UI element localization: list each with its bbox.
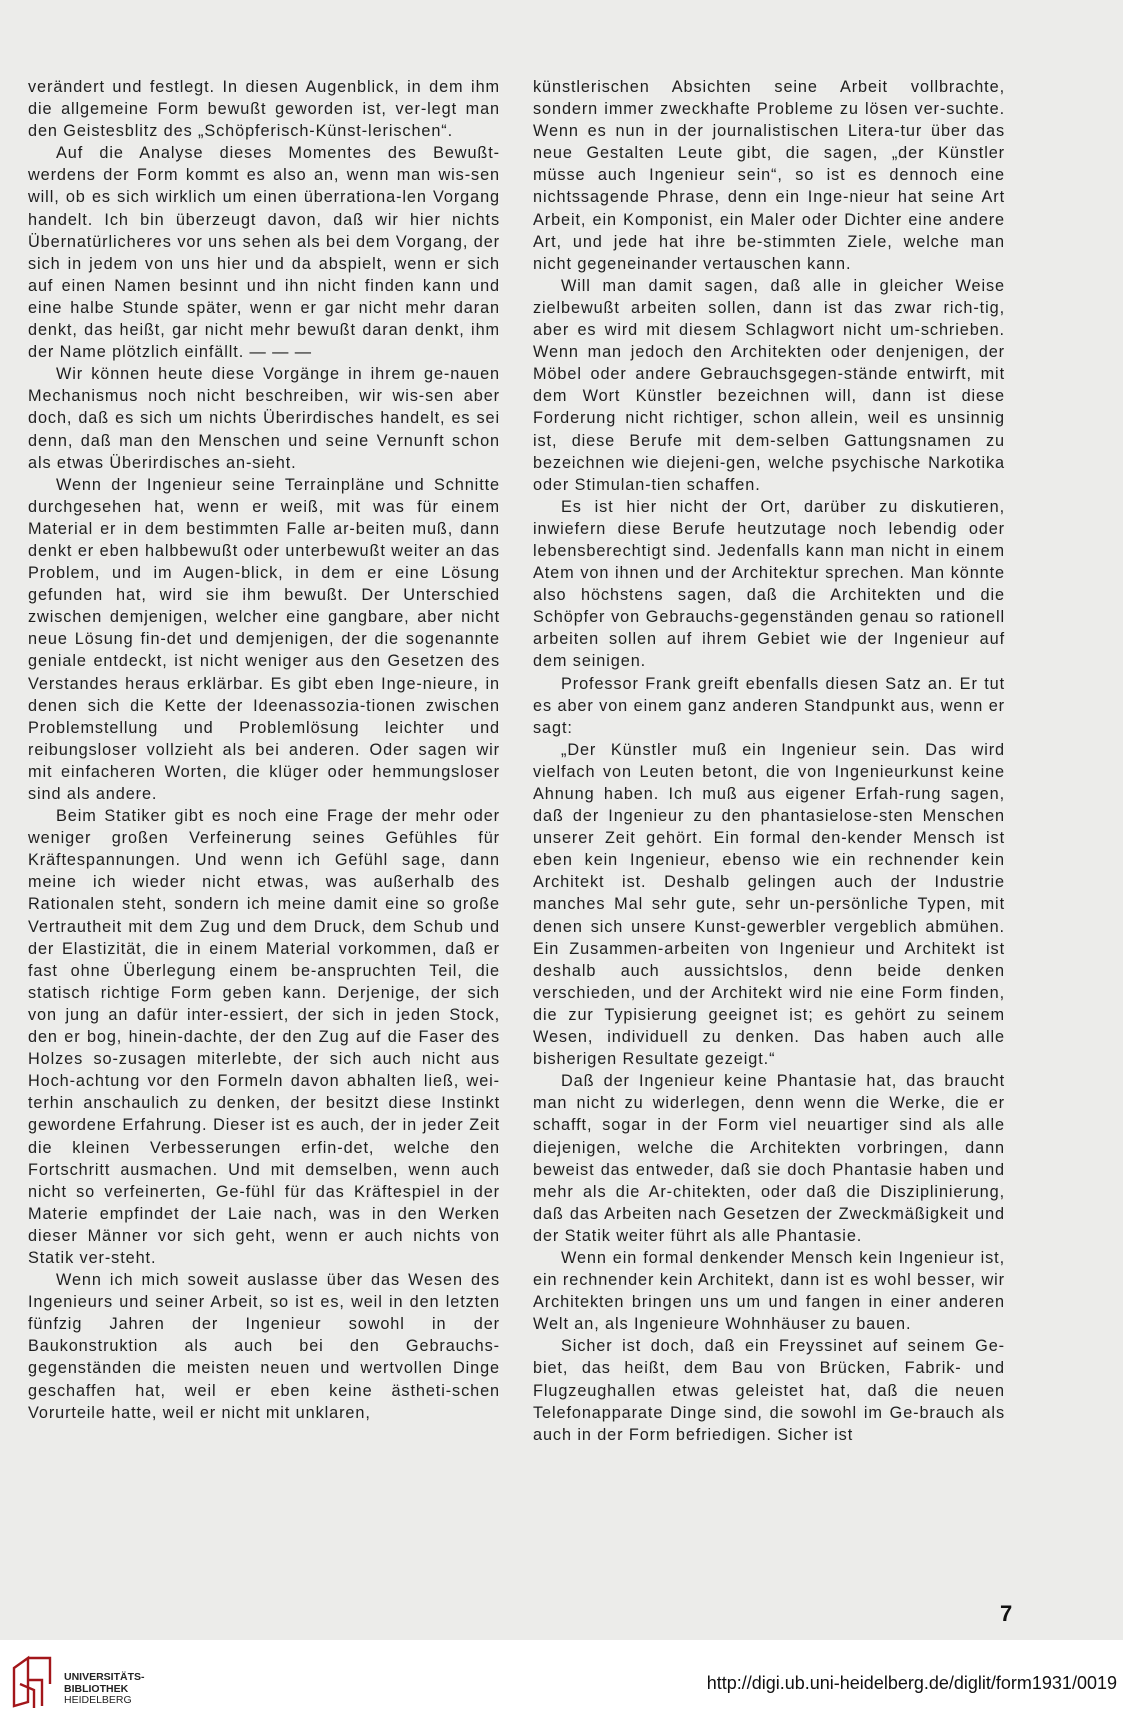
permalink-url[interactable]: http://digi.ub.uni-heidelberg.de/diglit/form1931/0019 — [706, 1673, 1117, 1693]
paragraph: Will man damit sagen, daß alle in gleicher Weise zielbewußt arbeiten sollen, dann ist das zwar rich-tig, aber es wird mit diesem Schlagwort nicht um-schrieben. Wenn man jedoch den Architekten oder denjenigen, der Möbel oder andere Gebrauchsgegen-stände entwirft, mit dem Wort Künstler bezeichnen will, dann ist diese Forderung nicht richtiger, schon allein, weil es unsinnig ist, diese Berufe mit dem-selben Gattungsnamen zu bezeichnen wie diejeni-gen, welche psychische Narkotika oder Stimulan-tien schaffen. — [533, 276, 1005, 494]
library-name-line2: BIBLIOTHEK — [64, 1682, 129, 1695]
library-footer — [0, 1640, 1123, 1730]
library-name-line3: HEIDELBERG — [64, 1694, 132, 1706]
paragraph: Wenn der Ingenieur seine Terrainpläne und Schnitte durchgesehen hat, wenn er weiß, mit was für einem Material er in dem bestimmten Falle ar-beiten muß, dann denkt er eben halbbewußt oder unterbewußt weiter an das Problem, und im Augen-blick, in dem er eine Lösung gefunden hat, wird sie ihm bewußt. Der Unterschied zwischen demjenigen, welcher eine gangbare, aber nicht neue Lösung fin-det und demjenigen, der die sogenannte geniale entdeckt, ist nicht weniger aus den Gesetzen des Verstandes heraus erklärbar. Es gibt eben Inge-nieure, in denen sich die Kette der Ideenassozia-tionen zwischen Problemstellung und Problemlösung leichter und reibungsloser vollzieht als bei anderen. Oder sagen wir mit einfacheren Worten, die klüger oder hemmungsloser sind als andere. — [28, 475, 500, 803]
page-number: 7 — [1000, 1601, 1013, 1626]
paragraph: „Der Künstler muß ein Ingenieur sein. Das wird vielfach von Leuten betont, die von Ingenieurkunst keine Ahnung haben. Ich muß aus eigener Erfah-rung sagen, daß der Ingenieur zu den phantasielose-sten Menschen unserer Zeit gehört. Ein formal den-kender Mensch ist eben kein Ingenieur, ebenso wie ein rechnender kein Architekt ist. Deshalb gelingen auch der Industrie manches Mal sehr gute, sehr un-persönliche Typen, mit denen sich unsere Kunst-gewerbler vergeblich abmühen. Ein Zusammen-arbeiten von Ingenieur und Architekt ist deshalb auch aussichtslos, denn beide denken verschieden, und der Architekt wird nie eine Form finden, die zur Typisierung geeignet ist; es gehört zu seinem Wesen, individuell zu denken. Das haben auch alle bisherigen Resultate gezeigt.“ — [533, 740, 1005, 1069]
paragraph: verändert und festlegt. In diesen Augenblick, in dem ihm die allgemeine Form bewußt geworden ist, ver-legt man den Geistesblitz des „Schöpferisch-Künst-lerischen“. — [28, 78, 500, 141]
paragraph: künstlerischen Absichten seine Arbeit vollbrachte, sondern immer zweckhafte Probleme zu lösen ver-suchte. Wenn es nun in der journalistischen Litera-tur über das neue Gestalten Leute gibt, die sagen, „der Künstler müsse auch Ingenieur sein“, so ist es dennoch eine nichtssagende Phrase, denn ein Inge-nieur hat seine Art Arbeit, ein Komponist, ein Maler oder Dichter eine andere Art, und jede hat ihre be-stimmten Ziele, welche man nicht gegeneinander vertauschen kann. — [533, 78, 1005, 273]
paragraph: Wenn ich mich soweit auslasse über das Wesen des Ingenieurs und seiner Arbeit, so ist es, weil in den letzten fünfzig Jahren der Ingenieur sowohl in der Baukonstruktion als auch bei den Gebrauchs-gegenständen die meisten neuen und wertvollen Dinge geschaffen hat, weil er eben keine ästheti-schen Vorurteile hatte, weil er nicht mit unklaren, — [28, 1271, 500, 1422]
library-name-line1: UNIVERSITÄTS- — [64, 1671, 145, 1683]
paragraph: Wir können heute diese Vorgänge in ihrem ge-nauen Mechanismus noch nicht beschreiben, wir wis-sen aber doch, daß es sich um nichts Überirdisches handelt, es sei denn, daß man den Menschen und seine Vernunft schon als etwas Überirdisches an-sieht. — [28, 365, 500, 472]
library-logo-icon — [10, 1654, 54, 1710]
paragraph: Professor Frank greift ebenfalls diesen Satz an. Er tut es aber von einem ganz anderen Standpunkt aus, wenn er sagt: — [533, 674, 1005, 737]
text-column-right — [533, 76, 1005, 1446]
library-name — [64, 1672, 145, 1707]
paragraph: Es ist hier nicht der Ort, darüber zu diskutieren, inwiefern diese Berufe heutzutage noch lebendig oder lebensberechtigt sind. Jedenfalls kann man nicht in einem Atem von ihnen und der Architektur sprechen. Man könnte also höchstens sagen, daß die Architekten und die Schöpfer von Gebrauchs-gegenständen genau so rationell arbeiten sollen auf ihrem Gebiet wie der Ingenieur auf dem seinigen. — [533, 497, 1005, 671]
paragraph: Beim Statiker gibt es noch eine Frage der mehr oder weniger großen Verfeinerung seines Gefühles für Kräftespannungen. Und wenn ich Gefühl sage, dann meine ich wieder nicht etwas, was außerhalb des Rationalen steht, sondern ich meine damit eine so große Vertrautheit mit dem Zug und dem Druck, dem Schub und der Elastizität, die in einem Material vorkommen, daß er fast ohne Überlegung einem be-anspruchten Teil, die statisch richtige Form geben kann. Derjenige, der sich von jung an dafür inter-essiert, der sich in jeden Stock, den er bog, hinein-dachte, der den Zug auf die Faser des Holzes so-zusagen miterlebte, der sich auch nicht aus Hoch-achtung vor den Formeln davon abhalten ließ, wei-terhin anschaulich zu denken, der besitzt diese Instinkt gewordene Erfahrung. Dieser ist es auch, der in jeder Zeit die kleinen Verbesserungen erfin-det, welche den Fortschritt ausmachen. Und mit demselben, wenn auch nicht so verfeinerten, Ge-fühl für das Kräftespiel in der Materie empfindet der Laie nach, was in den Werken dieser Männer vor sich geht, wenn er auch nichts von Statik ver-steht. — [28, 807, 500, 1267]
paragraph: Daß der Ingenieur keine Phantasie hat, das braucht man nicht zu widerlegen, denn wenn die Werke, die er schafft, sogar in der Form viel neuartiger sind als alle diejenigen, welche die Architekten vorbringen, dann beweist das entweder, daß sie doch Phantasie haben und mehr als die Ar-chitekten, oder daß die Disziplinierung, daß das Arbeiten nach Gesetzen der Zweckmäßigkeit und der Statik weiter führt als alle Phantasie. — [533, 1072, 1005, 1245]
paragraph: Auf die Analyse dieses Momentes des Bewußt-werdens der Form kommt es also an, wenn man wis-sen will, ob es sich wirklich um einen überrationa-len Vorgang handelt. Ich bin überzeugt davon, daß wir hier nichts Übernatürlicheres vor uns sehen als bei dem Vorgang, der sich in jedem von uns hier und da abspielt, wenn er sich auf einen Namen besinnt und ihn nicht finden kann und eine halbe Stunde später, wenn er gar nicht mehr daran denkt, das heißt, gar nicht mehr bewußt daran denkt, ihm der Name plötzlich einfällt. — — — — [28, 144, 500, 362]
paragraph: Sicher ist doch, daß ein Freyssinet auf seinem Ge-biet, das heißt, dem Bau von Brücken, Fabrik- und Flugzeughallen etwas geleistet hat, daß die neuen Telefonapparate Dinge sind, die sowohl im Ge-brauch als auch in der Form befriedigen. Sicher ist — [533, 1337, 1005, 1444]
text-column-left — [28, 76, 500, 1424]
paragraph: Wenn ein formal denkender Mensch kein Ingenieur ist, ein rechnender kein Architekt, dann ist es wohl besser, wir Architekten bringen uns um und fangen in einer anderen Welt an, als Ingenieure Wohnhäuser zu bauen. — [533, 1248, 1005, 1334]
